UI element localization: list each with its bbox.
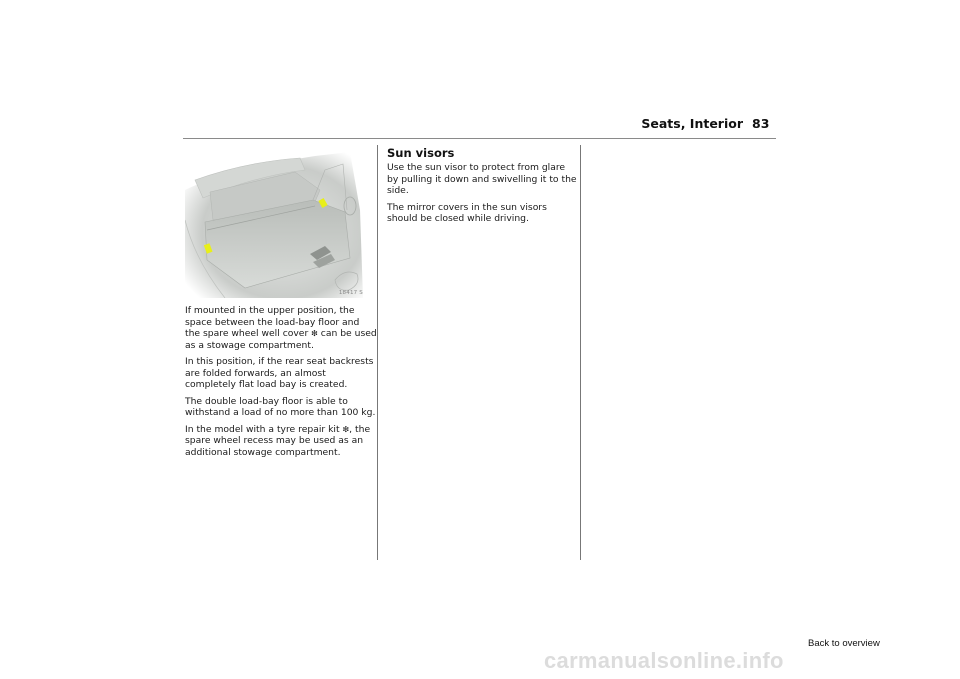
paragraph-2: In this position, if the rear seat backrests are folded forwards, an almost completely flat load bay is created. [185, 356, 374, 391]
sun-visor-paragraph-2: The mirror covers in the sun visors should be closed while driving. [387, 201, 547, 225]
header-rule [183, 138, 776, 139]
load-bay-illustration [185, 150, 367, 298]
symbol-icon: ❇ [342, 424, 350, 434]
figure-code: 18417 S [338, 290, 363, 296]
sun-visors-heading: Sun visors [387, 146, 455, 160]
column-divider-left [377, 145, 378, 560]
back-to-overview-link[interactable]: Back to overview [808, 638, 880, 649]
paragraph-1: If mounted in the upper position, the space between the load-bay floor and the spare wheel well cover ❇ can be used as a stowage compartment. [185, 305, 377, 351]
section-title: Seats, Interior [641, 116, 743, 131]
load-bay-figure [185, 150, 367, 298]
column-1-text [185, 305, 377, 463]
column-2-text [387, 162, 579, 230]
sun-visor-paragraph-1: Use the sun visor to protect from glare by pulling it down and swivelling it to the side. [387, 162, 577, 197]
column-divider-right [580, 145, 581, 560]
page-number: 83 [752, 116, 770, 131]
site-watermark: carmanualsonline.info [544, 648, 784, 673]
paragraph-3: The double load-bay floor is able to withstand a load of no more than 100 kg. [185, 395, 376, 419]
symbol-icon: ❇ [311, 329, 318, 339]
paragraph-4: In the model with a tyre repair kit ❇, the spare wheel recess may be used as an additional stowage compartment. [185, 423, 371, 458]
